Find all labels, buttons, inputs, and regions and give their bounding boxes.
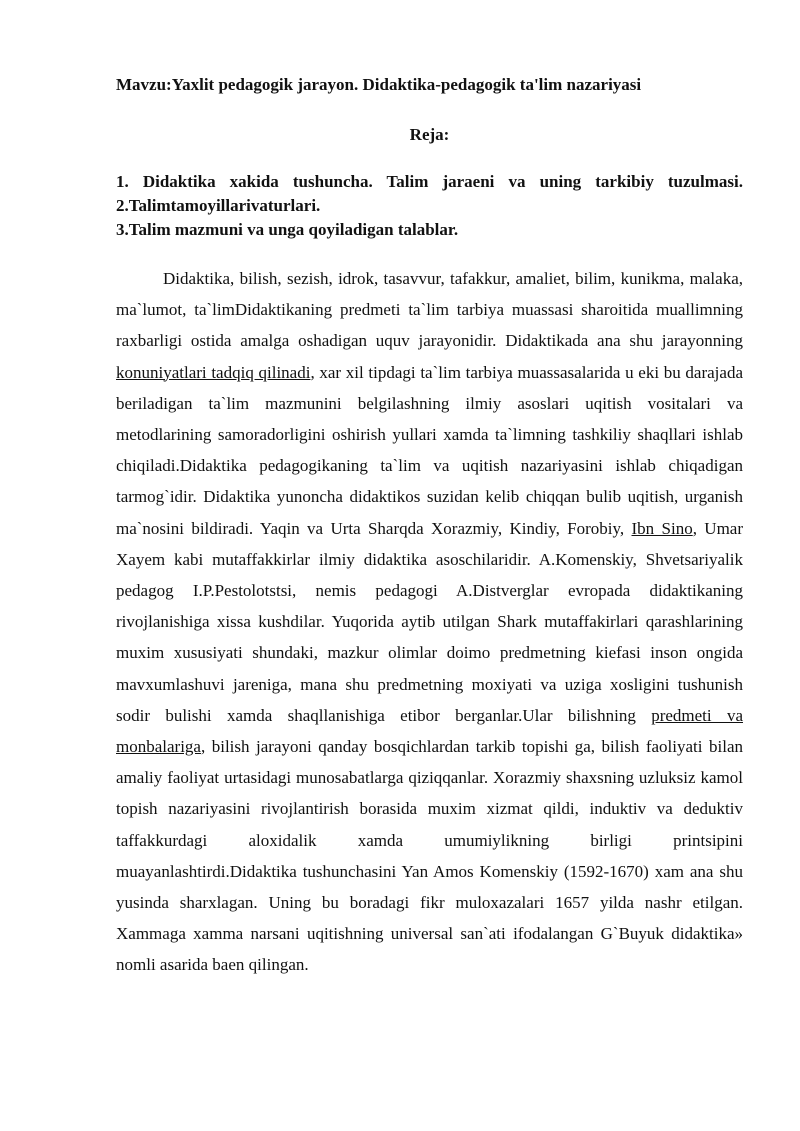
body-text-part-3: , Umar Xayem kabi mutaffakkirlar ilmiy didaktika asoschilaridir. A.Komenskiy, Shvetsariyalik pedagog I.P.Pestolotstsi, nemis pedagogi A.Distverglar evropada didaktikaning rivojlanishiga xissa kushdilar. Yuqorida aytib utilgan Shark mutaffakirlari qarashlarining muxim xususiyati shundaki, mazkur olimlar doimo predmetning kiefasi inson ongida mavxumlashuvi jareniga, mana shu predmetning moxiyati va uziga xosligini tushunish sodir bulishi xamda shaqllanishiga etibor berganlar.Ular bilishning bbox=[116, 518, 743, 725]
plan-item-2: 2.Talimtamoyillarivaturlari. bbox=[116, 196, 321, 215]
body-text-part-4: , bilish jarayoni qanday bosqichlardan tarkib topishi ga, bilish faoliyati bilan amaliy faoliyat urtasidagi munosabatlarga qiziqqanlar. Xorazmiy shaxsning uzluksiz kamol topish nazariyasini rivojlantirish borasida muxim xizmat qildi, induktiv va deduktiv taffakkurdagi aloxidalik xamda umumiylikning birligi printsipini muayanlashtirdi.Didaktika tushunchasini Yan Amos Komenskiy (1592-1670) xam ana shu yusinda sharxlagan. Uning bu boradagi fikr muloxazalari 1657 yilda nashr etilgan. Xammaga xamma narsani uqitishning universal san`ati ifodalangan G`Buyuk didaktika» nomli asarida baen qilingan. bbox=[116, 737, 743, 975]
plan-item-1: 1. Didaktika xakida tushuncha. Talim jaraeni va uning tarkibiy tuzulmasi. bbox=[116, 172, 743, 191]
plan-item-3: 3.Talim mazmuni va unga qoyiladigan talablar. bbox=[116, 220, 459, 239]
plan-list bbox=[116, 170, 743, 242]
link-predmeti[interactable]: predmeti va monbalariga bbox=[116, 705, 743, 757]
body-paragraph bbox=[116, 263, 743, 981]
body-text-part-2: , xar xil tipdagi ta`lim tarbiya muassasalarida u eki bu darajada beriladigan ta`lim mazmunini belgilashning ilmiy asoslari uqitish vositalari va metodlarining samoradorligini oshirish yullari xamda ta`limning tashkiliy shaqllari ishlab chiqiladi.Didaktika pedagogikaning ta`lim va uqitish nazariyasini ishlab chiqadigan tarmog`idir. Didaktika yunoncha didaktikos suzidan kelib chiqqan bulib uqitish, urganish ma`nosini bildiradi. Yaqin va Urta Sharqda Xorazmiy, Kindiy, Forobiy, bbox=[116, 362, 743, 538]
document-page bbox=[116, 70, 743, 981]
link-konuniyatlari[interactable]: konuniyatlari tadqiq qilinadi bbox=[116, 362, 311, 382]
link-ibn-sino[interactable]: Ibn Sino bbox=[631, 518, 693, 538]
document-title: Mavzu:Yaxlit pedagogik jarayon. Didaktika-pedagogik ta'lim nazariyasi bbox=[116, 75, 642, 94]
body-text-part-1: Didaktika, bilish, sezish, idrok, tasavvur, tafakkur, amaliet, bilim, kunikma, malaka, ma`lumot, ta`limDidaktikaning predmeti ta`lim tarbiya muassasi sharoitida muallimning raxbarligi ostida amalga oshadigan uquv jarayonidir. Didaktikada ana shu jarayonning bbox=[116, 269, 743, 351]
plan-heading: Reja: bbox=[409, 125, 450, 144]
